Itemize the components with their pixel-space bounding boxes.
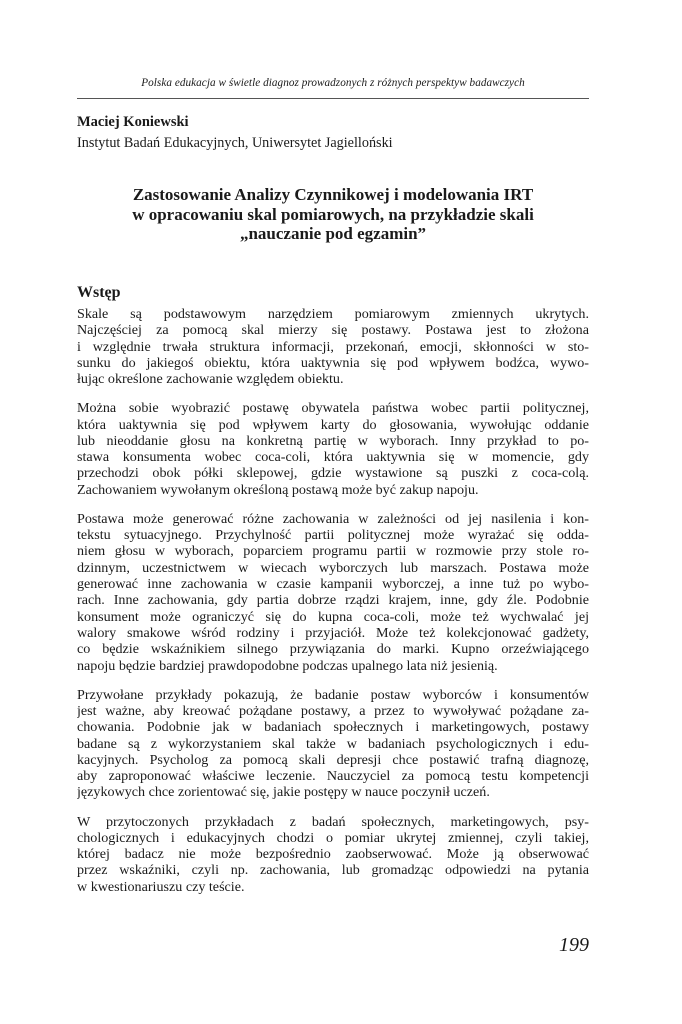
running-head: Polska edukacja w świetle diagnoz prowadzonych z różnych perspektyw badawczych [141,77,525,89]
text-line: W przytoczonych przykładach z badań społecznych, marketingowych, psy- [77,813,589,830]
text-line: rach. Inne zachowania, gdy partia dobrze rządzi krajem, inne, gdy źle. Podobnie [77,592,589,609]
text-line: konsument może ograniczyć się do kupna coca-coli, może też wychwalać jej [77,608,589,625]
text-line: jest ważne, aby kreować pożądane postawy, a przez to wywoływać pożądane za- [77,702,589,719]
text-line: łując określone zachowanie względem obiektu. [77,371,344,388]
text-line: Postawa może generować różne zachowania w zależności od jej nasilenia i kon- [77,510,589,527]
text-line: Skale są podstawowym narzędziem pomiarowym zmiennych ukrytych. [77,306,589,322]
author-affiliation: Instytut Badań Edukacyjnych, Uniwersytet Jagielloński [77,135,393,151]
title-line: Zastosowanie Analizy Czynnikowej i modelowania IRT [132,185,534,204]
text-line: generować inne zachowania w czasie kampanii wyborczej, a inne tuż po wybo- [77,576,589,593]
text-line: Zachowaniem wywołanym określoną postawą może być zakup napoju. [77,481,479,498]
text-line: która uaktywnia się pod wpływem karty do głosowania, wywołując oddanie [77,416,589,433]
text-line: stawa konsumenta wobec coca-coli, która uaktywnia się w momencie, gdy [77,449,589,466]
author-name: Maciej Koniewski [77,114,189,130]
text-line: lub nieoddanie głosu na konkretną partię w wyborach. Inny przykład to po- [77,432,589,449]
text-line: kacyjnych. Psycholog za pomocą skali depresji chce postawić trafną diagnozę, [77,751,589,768]
title-line: w opracowaniu skal pomiarowych, na przykładzie skali [132,204,534,224]
text-line: chologicznych i edukacyjnych chodzi o pomiar ukrytej zmiennej, czyli takiej, [77,829,589,846]
text-line: której badacz nie może bezpośrednio zaobserwować. Może ją obserwować [77,846,589,863]
paragraph [77,814,589,895]
text-line: badane są z wykorzystaniem skal także w badaniach psychologicznych i edu- [77,735,589,752]
text-line: Można sobie wyobrazić postawę obywatela państwa wobec partii politycznej, [77,400,589,417]
text-line: Najczęściej za pomocą skal mierzy się postawy. Postawa jest to złożona [77,322,589,339]
paragraph [77,400,589,498]
text-line: językowych chce zorientować się, jakie postępy w nauce poczynił uczeń. [77,784,490,801]
text-line: co będzie wskaźnikiem silnego przywiązania do marki. Kupno orzeźwiającego [77,641,589,658]
paragraph [77,687,589,801]
section-heading: Wstęp [77,284,121,301]
body-text [77,306,589,908]
text-line: przez wskaźniki, czyli np. zachowania, lub gromadząc odpowiedzi na pytania [77,862,589,879]
text-line: niem głosu w wyborach, poparciem programu partii w rozmowie przy stole ro- [77,543,589,560]
paragraph [77,306,589,387]
text-line: przechodzi obok półki sklepowej, gdzie wystawione są puszki z coca-colą. [77,465,589,482]
text-line: i względnie trwała struktura informacji, przekonań, emocji, skłonności w sto- [77,338,589,355]
text-line: Przywołane przykłady pokazują, że badanie postaw wyborców i konsumentów [77,686,589,703]
text-line: aby zaproponować właściwe leczenie. Nauczyciel za pomocą testu kompetencji [77,768,589,785]
page [77,0,589,1024]
title-line: „nauczanie pod egzamin” [239,224,427,243]
text-line: napoju będzie bardziej prawdopodobne podczas upalnego lata niż jesienią. [77,657,498,674]
text-line: chowania. Podobnie jak w badaniach społecznych i marketingowych, postawy [77,719,589,736]
text-line: sunku do jakiegoś obiektu, która uaktywnia się pod wpływem bodźca, wywo- [77,354,589,371]
text-line: walory smakowe wśród rodziny i przyjaciół. Może też kolekcjonować gadżety, [77,624,589,641]
text-line: tekstu sytuacyjnego. Przychylność partii politycznej może wyrażać się odda- [77,527,589,544]
article-title [77,185,589,244]
paragraph [77,511,589,674]
text-line: w kwestionariuszu czy teście. [77,878,245,895]
page-number: 199 [559,934,589,956]
text-line: dzinnym, uczestnictwem w wiecach wyborczych lub marszach. Postawa może [77,559,589,576]
header-rule [77,98,589,99]
